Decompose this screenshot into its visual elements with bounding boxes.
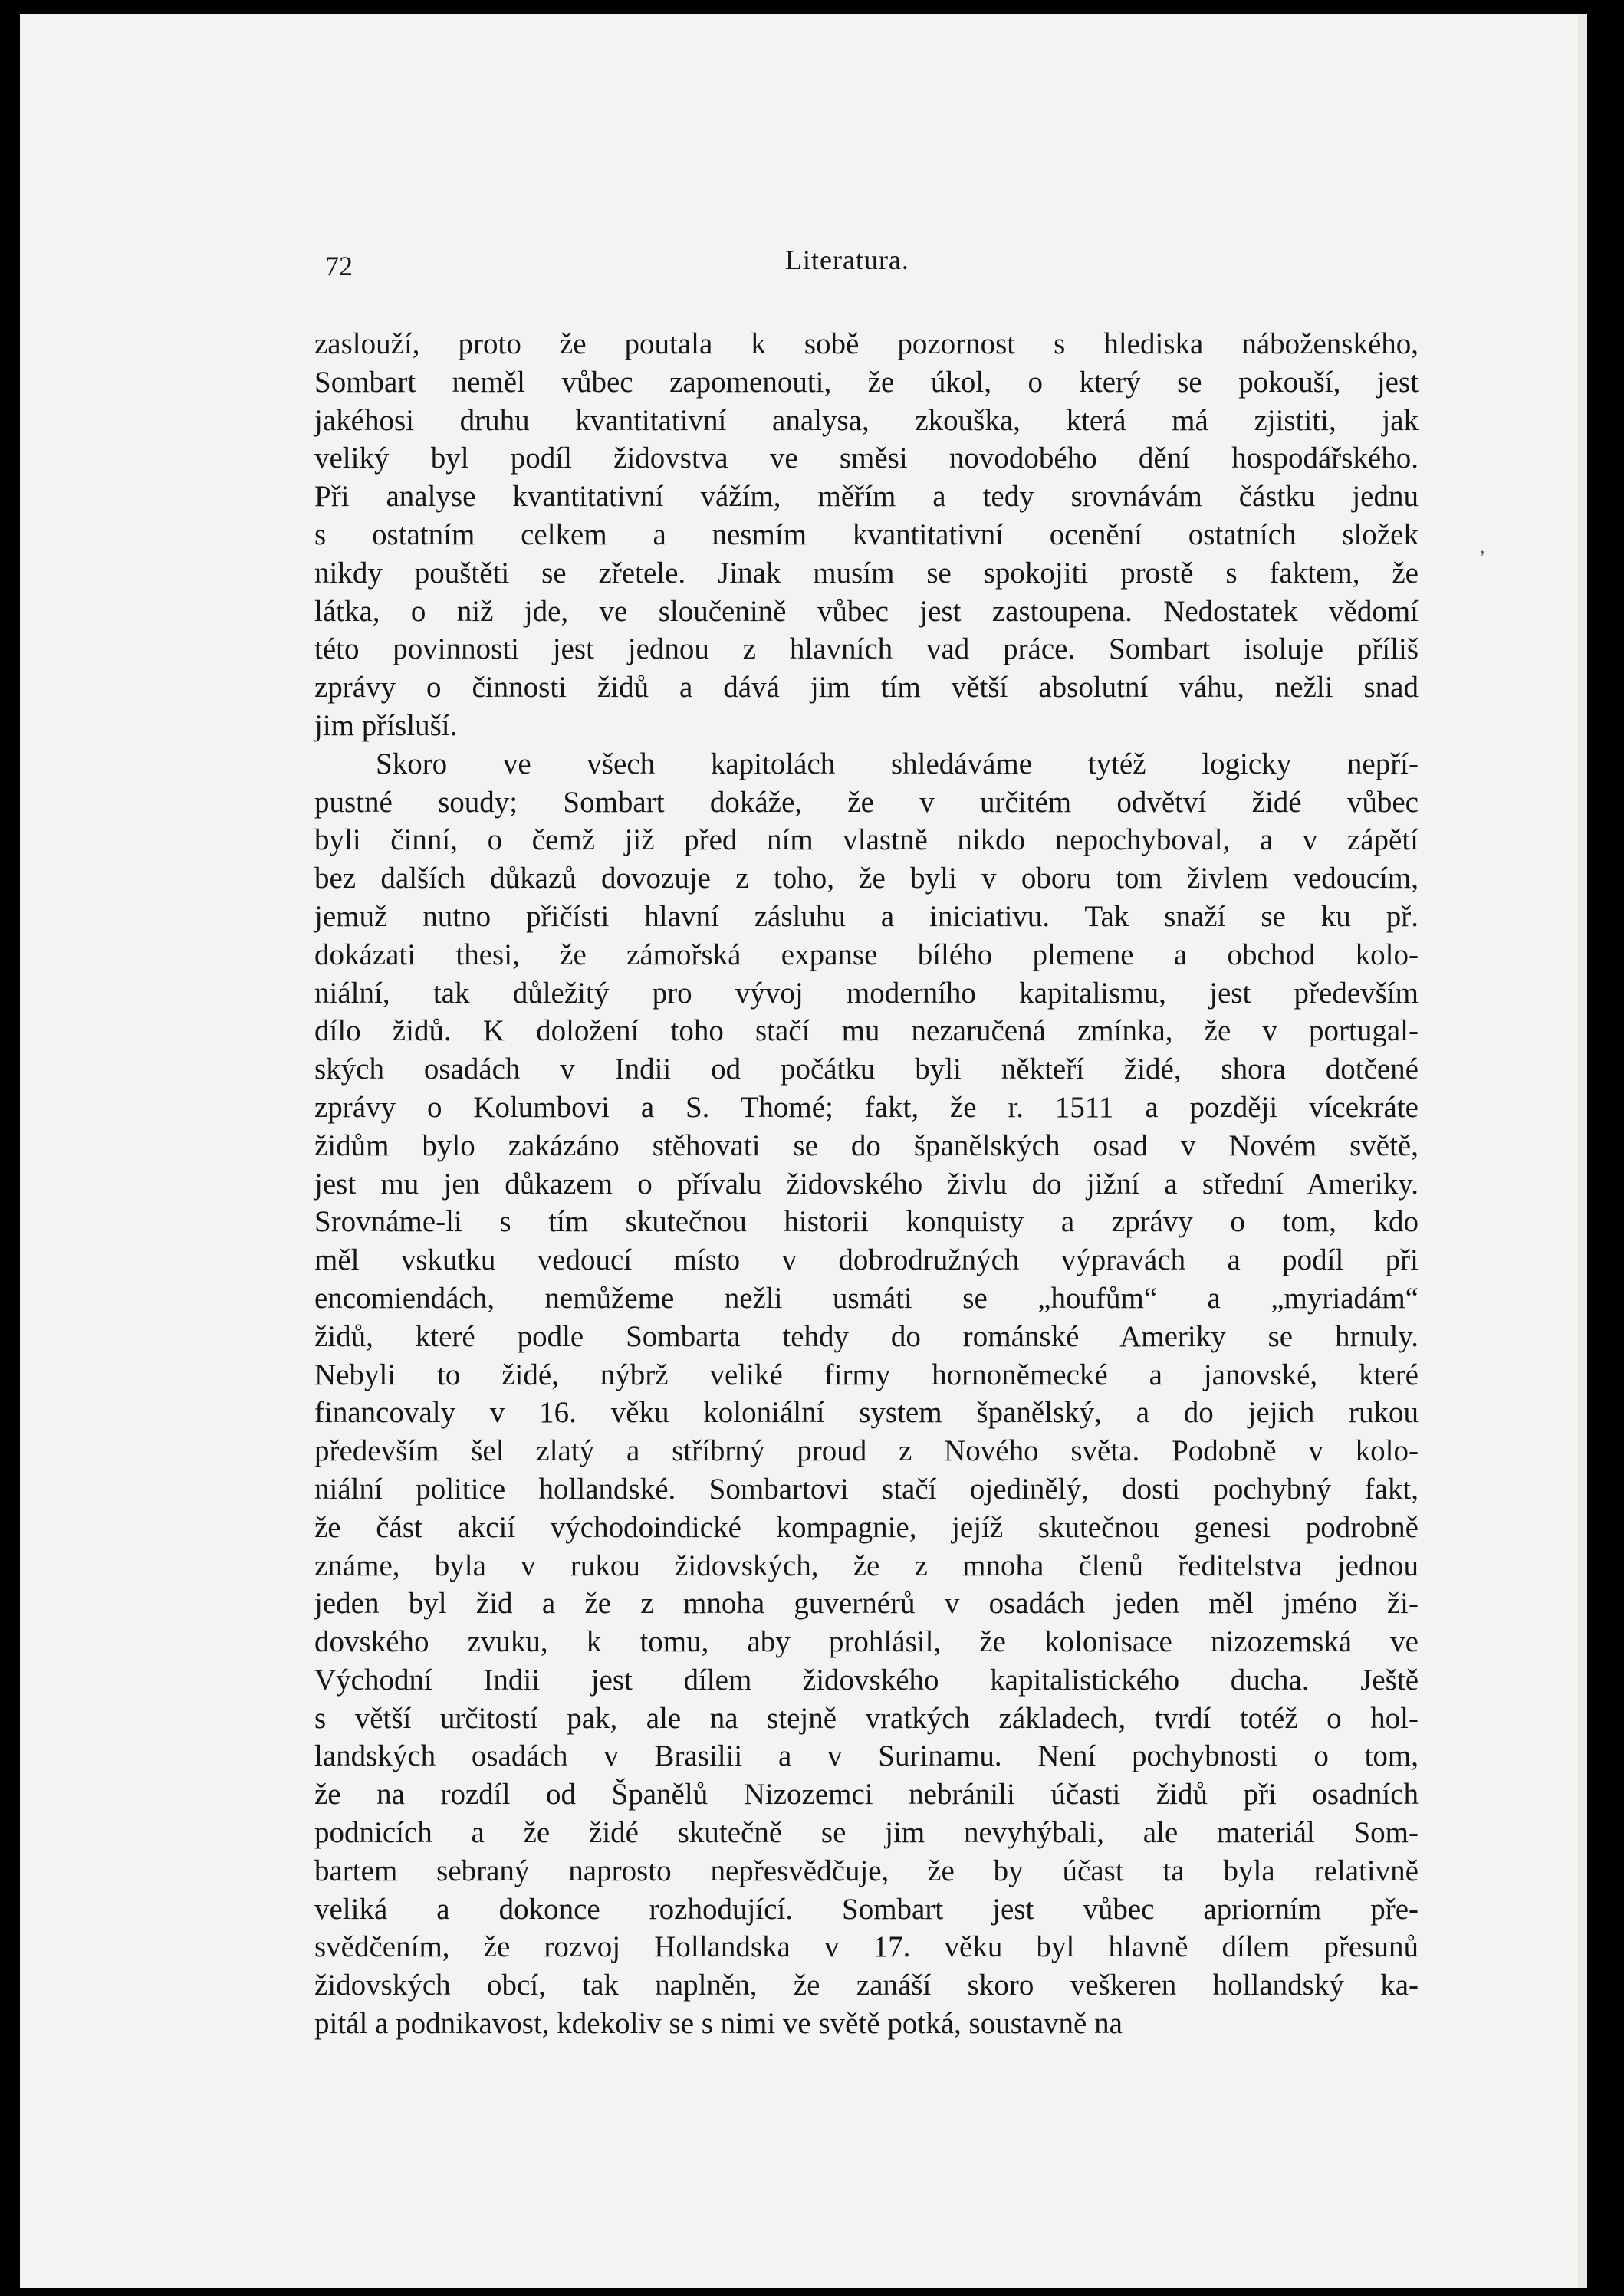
text-line: landských osadách v Brasilii a v Surinamu. Není pochybnosti o tom, <box>314 1739 1419 1773</box>
text-line: dokázati thesi, že zámořská expanse bílého plemene a obchod kolo- <box>314 938 1419 971</box>
text-line: zprávy o Kolumbovi a S. Thomé; fakt, že r. 1511 a později vícekráte <box>314 1090 1419 1124</box>
text-line: především šel zlatý a stříbrný proud z Nového světa. Podobně v kolo- <box>314 1434 1419 1468</box>
text-line: že část akcií východoindické kompagnie, jejíž skutečnou genesi podrobně <box>314 1510 1419 1544</box>
text-line: jakéhosi druhu kvantitativní analysa, zkouška, která má zjistiti, jak <box>314 403 1419 437</box>
text-line: Skoro ve všech kapitolách shledáváme tytéž logicky nepří- <box>376 747 1419 780</box>
text-line: bartem sebraný naprosto nepřesvědčuje, že by účast ta byla relativně <box>314 1854 1419 1887</box>
text-line: financovaly v 16. věku koloniální system španělský, a do jejich rukou <box>314 1396 1419 1430</box>
text-line: Nebyli to židé, nýbrž veliké firmy hornoněmecké a janovské, které <box>314 1358 1419 1391</box>
body-text <box>314 325 1419 2043</box>
text-line: pustné soudy; Sombart dokáže, že v určitém odvětví židé vůbec <box>314 785 1419 819</box>
text-line: bez dalších důkazů dovozuje z toho, že byli v oboru tom živlem vedoucím, <box>314 862 1419 895</box>
text-line: jest mu jen důkazem o přívalu židovského živlu do jižní a střední Ameriky. <box>314 1167 1419 1201</box>
text-line: niální, tak důležitý pro vývoj moderního kapitalismu, jest především <box>314 976 1419 1010</box>
text-line: známe, byla v rukou židovských, že z mnoha členů ředitelstva jednou <box>314 1549 1419 1582</box>
text-line: s větší určitostí pak, ale na stejně vratkých základech, tvrdí totéž o hol- <box>314 1701 1419 1735</box>
text-line: Při analyse kvantitativní vážím, měřím a tedy srovnávám částku jednu <box>314 480 1419 514</box>
text-line: niální politice hollandské. Sombartovi stačí ojedinělý, dosti pochybný fakt, <box>314 1472 1419 1506</box>
text-line: pitál a podnikavost, kdekoliv se s nimi ve světě potká, soustavně na <box>314 2007 1123 2041</box>
text-line: Východní Indii jest dílem židovského kapitalistického ducha. Ještě <box>314 1663 1419 1697</box>
text-line: látka, o niž jde, ve sloučenině vůbec jest zastoupena. Nedostatek vědomí <box>314 594 1419 628</box>
text-line: jim přísluší. <box>314 708 458 742</box>
running-head-title: Literatura. <box>785 245 909 275</box>
page-number: 72 <box>325 251 353 281</box>
margin-speck: , <box>1480 535 1485 557</box>
text-line: zprávy o činnosti židů a dává jim tím větší absolutní váhu, nežli snad <box>314 671 1419 705</box>
page-edge <box>1578 14 1587 2288</box>
paragraph <box>314 745 1419 2043</box>
text-line: ských osadách v Indii od počátku byli někteří židé, shora dotčené <box>314 1053 1419 1086</box>
text-line: svědčením, že rozvoj Hollandska v 17. věku byl hlavně dílem přesunů <box>314 1930 1419 1964</box>
text-line: jeden byl žid a že z mnoha guvernérů v osadách jeden měl jméno ži- <box>314 1587 1419 1621</box>
scanned-page <box>20 14 1578 2288</box>
text-line: měl vskutku vedoucí místo v dobrodružných výpravách a podíl při <box>314 1243 1419 1277</box>
text-line: jemuž nutno přičísti hlavní zásluhu a iniciativu. Tak snaží se ku př. <box>314 899 1419 933</box>
text-line: veliká a dokonce rozhodující. Sombart jest vůbec apriorním pře- <box>314 1892 1419 1926</box>
text-block <box>314 244 1419 2043</box>
text-line: veliký byl podíl židovstva ve směsi novodobého dění hospodářského. <box>314 442 1419 475</box>
text-line: encomiendách, nemůžeme nežli usmáti se „houfům“ a „myriadám“ <box>314 1281 1419 1315</box>
text-line: zaslouží, proto že poutala k sobě pozornost s hlediska náboženského, <box>314 327 1419 360</box>
text-line: nikdy pouštěti se zřetele. Jinak musím se spokojiti prostě s faktem, že <box>314 556 1419 590</box>
running-head <box>314 244 1419 290</box>
text-line: židovských obcí, tak naplněn, že zanáší skoro veškeren hollandský ka- <box>314 1969 1419 2002</box>
text-line: dovského zvuku, k tomu, aby prohlásil, že kolonisace nizozemská ve <box>314 1625 1419 1659</box>
text-line: židů, které podle Sombarta tehdy do románské Ameriky se hrnuly. <box>314 1319 1419 1353</box>
text-line: Sombart neměl vůbec zapomenouti, že úkol, o který se pokouší, jest <box>314 365 1419 399</box>
text-line: že na rozdíl od Španělů Nizozemci nebránili účasti židů při osadních <box>314 1778 1419 1812</box>
paragraph <box>314 325 1419 745</box>
text-line: s ostatním celkem a nesmím kvantitativní ocenění ostatních složek <box>314 517 1419 551</box>
text-line: Srovnáme-li s tím skutečnou historii konquisty a zprávy o tom, kdo <box>314 1205 1419 1239</box>
text-line: podnicích a že židé skutečně se jim nevyhýbali, ale materiál Som- <box>314 1816 1419 1850</box>
text-line: byli činní, o čemž již před ním vlastně nikdo nepochyboval, a v zápětí <box>314 823 1419 857</box>
text-line: této povinnosti jest jednou z hlavních vad práce. Sombart isoluje příliš <box>314 632 1419 666</box>
text-line: dílo židů. K doložení toho stačí mu nezaručená zmínka, že v portugal- <box>314 1014 1419 1048</box>
text-line: židům bylo zakázáno stěhovati se do španělských osad v Novém světě, <box>314 1128 1419 1162</box>
